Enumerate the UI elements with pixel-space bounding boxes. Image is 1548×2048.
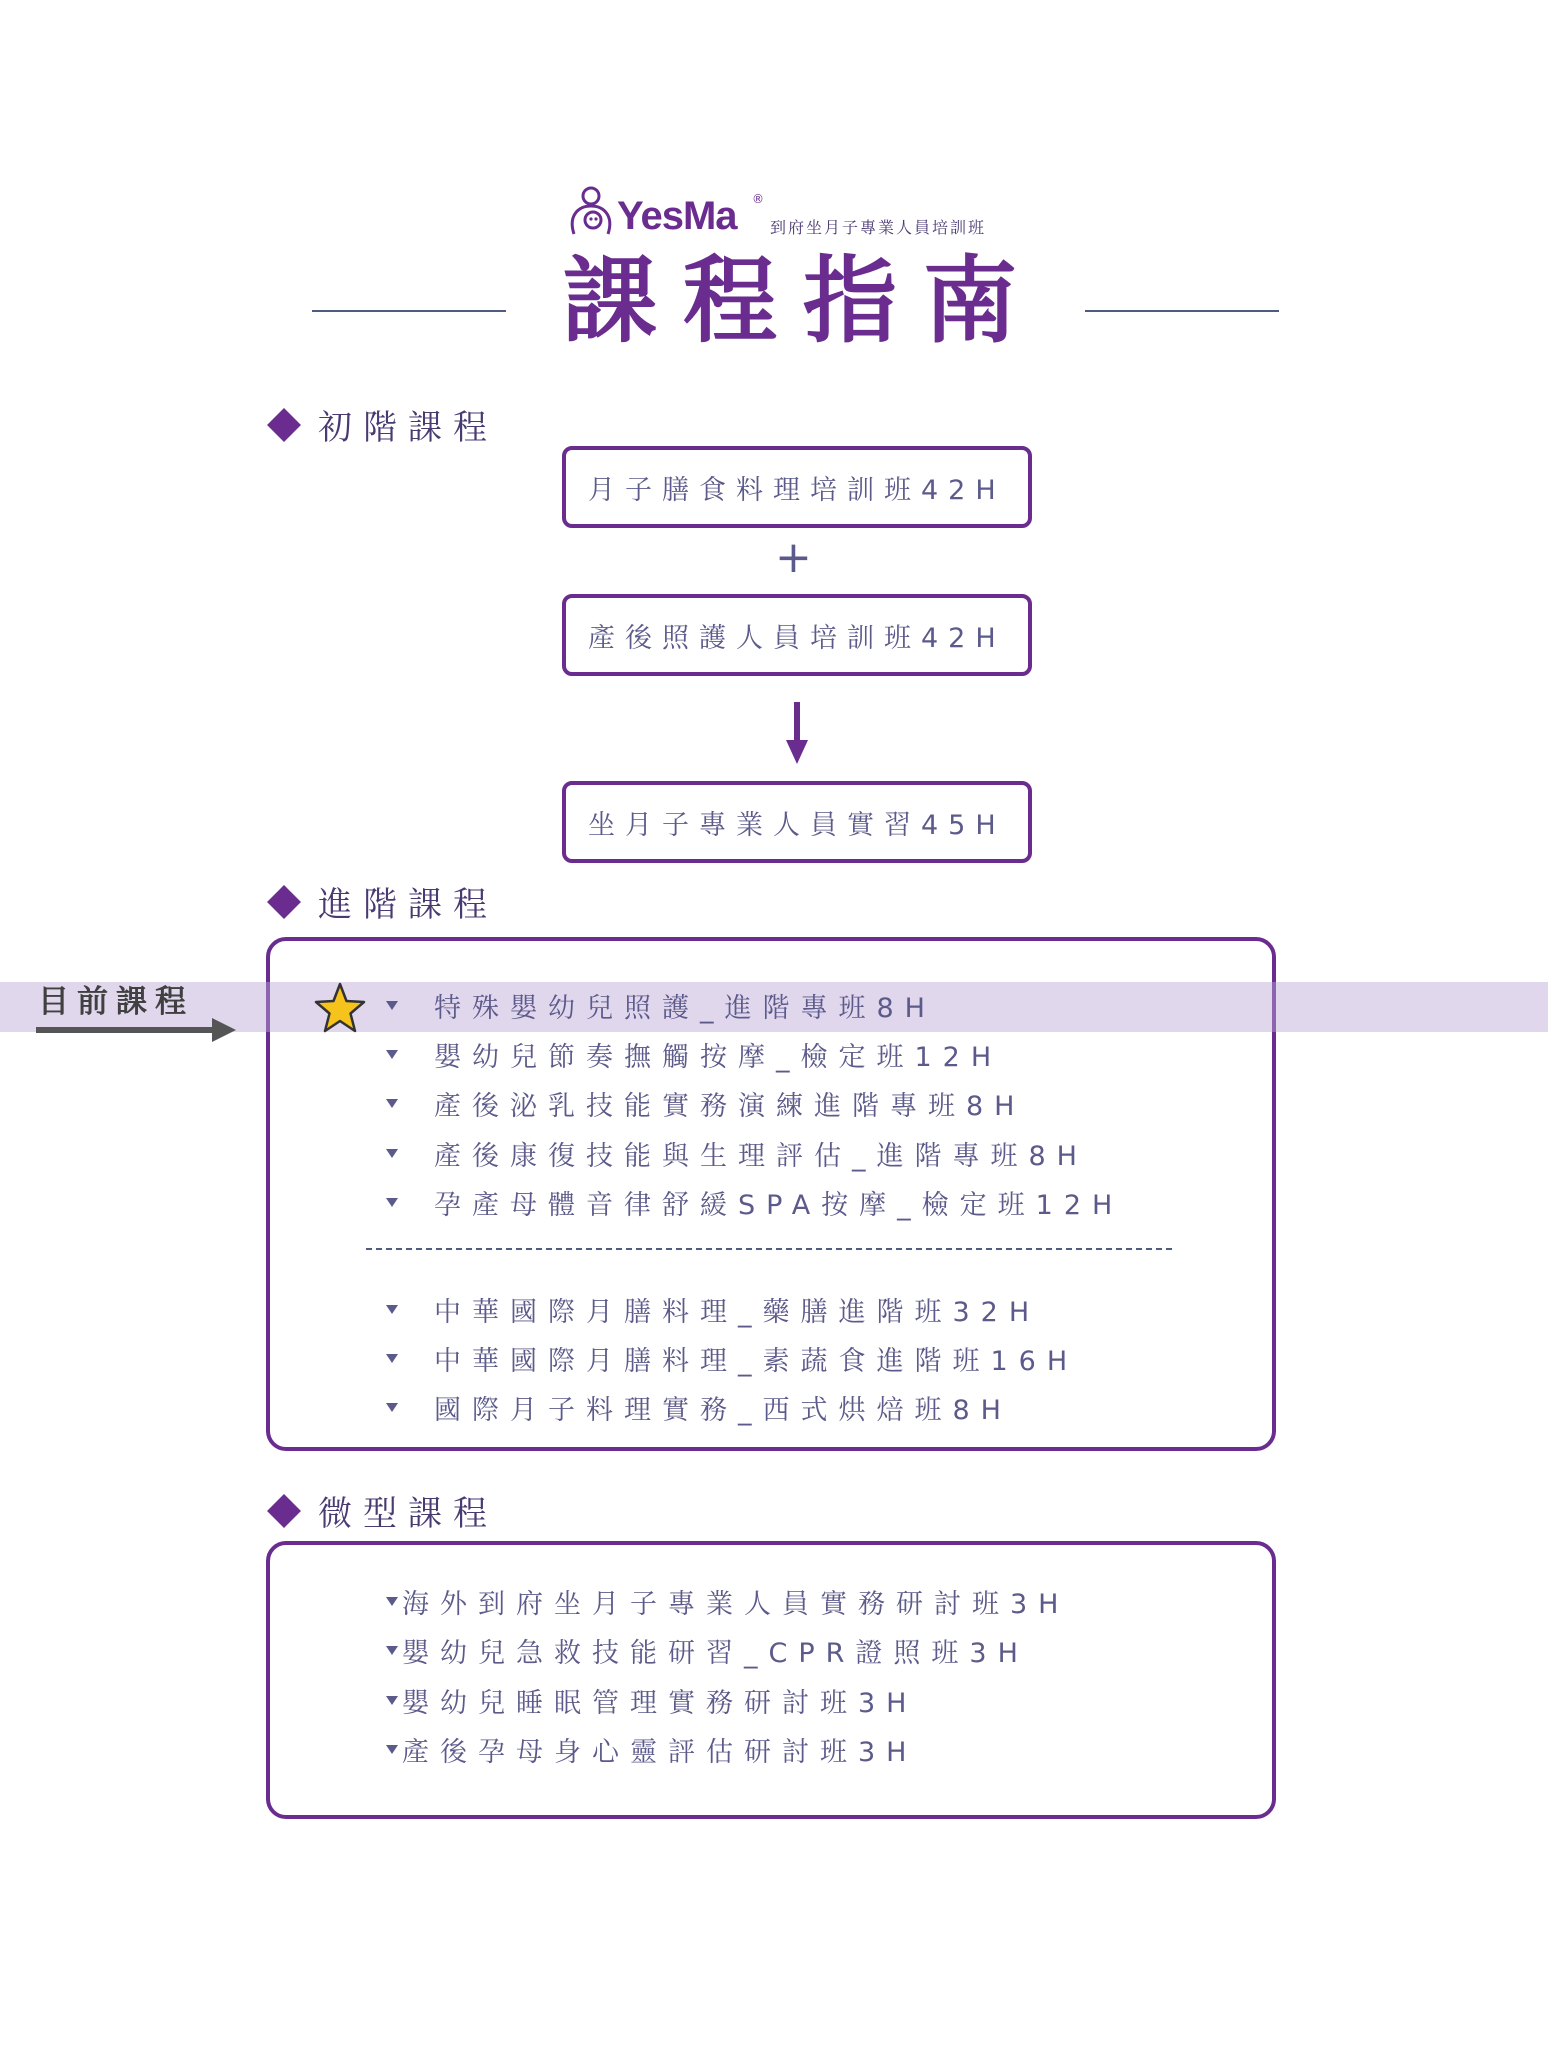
diamond-bullet-icon bbox=[267, 885, 301, 919]
star-icon bbox=[312, 981, 368, 1037]
registered-mark: ® bbox=[752, 192, 764, 206]
diamond-bullet-icon bbox=[267, 408, 301, 442]
course-name: 嬰幼兒節奏撫觸按摩_檢定班12H bbox=[434, 1042, 1003, 1073]
section-heading-label: 微型課程 bbox=[318, 1494, 498, 1534]
course-name: 海外到府坐月子專業人員實務研討班3H bbox=[402, 1589, 1070, 1620]
triangle-bullet-icon bbox=[386, 1745, 398, 1754]
section-heading-label: 初階課程 bbox=[318, 408, 498, 448]
course-label: 坐月子專業人員實習45H bbox=[588, 809, 1006, 841]
course-name: 產後康復技能與生理評估_進階專班8H bbox=[434, 1141, 1088, 1172]
course-name: 嬰幼兒急救技能研習_CPR證照班3H bbox=[402, 1638, 1029, 1669]
course-name: 中華國際月膳料理_藥膳進階班32H bbox=[434, 1297, 1041, 1328]
triangle-bullet-icon bbox=[386, 1149, 398, 1158]
triangle-bullet-icon bbox=[386, 1099, 398, 1108]
triangle-bullet-icon bbox=[386, 1001, 398, 1010]
list-item bbox=[386, 1183, 1123, 1222]
list-item bbox=[386, 1339, 1078, 1378]
list-item bbox=[386, 1084, 1025, 1123]
list-item bbox=[386, 1290, 1040, 1329]
course-name: 產後孕母身心靈評估研討班3H bbox=[402, 1737, 918, 1768]
course-name: 產後泌乳技能實務演練進階專班8H bbox=[434, 1091, 1026, 1122]
current-course-label: 目前課程 bbox=[38, 984, 194, 1020]
title-rule-right bbox=[1085, 310, 1279, 312]
dashed-divider bbox=[366, 1248, 1172, 1250]
course-name: 孕產母體音律舒緩SPA按摩_檢定班12H bbox=[434, 1190, 1124, 1221]
page-title: 課程指南 bbox=[563, 247, 1044, 356]
plus-sign: + bbox=[775, 532, 812, 583]
list-item bbox=[386, 1134, 1088, 1173]
section-heading-basic bbox=[268, 400, 498, 449]
triangle-bullet-icon bbox=[386, 1050, 398, 1059]
triangle-bullet-icon bbox=[386, 1646, 398, 1655]
right-arrow-icon bbox=[36, 1018, 236, 1042]
yesma-logo-icon bbox=[566, 182, 616, 240]
triangle-bullet-icon bbox=[386, 1198, 398, 1207]
title-rule-left bbox=[312, 310, 506, 312]
brand-name: YesMa bbox=[617, 194, 737, 238]
down-arrow-icon bbox=[786, 702, 808, 764]
triangle-bullet-icon bbox=[386, 1403, 398, 1412]
course-name: 國際月子料理實務_西式烘焙班8H bbox=[434, 1395, 1012, 1426]
triangle-bullet-icon bbox=[386, 1696, 398, 1705]
course-label: 月子膳食料理培訓班42H bbox=[588, 474, 1006, 506]
page-subtitle: 到府坐月子專業人員培訓班 bbox=[770, 218, 987, 237]
course-name: 嬰幼兒睡眠管理實務研討班3H bbox=[402, 1688, 918, 1719]
section-heading-label: 進階課程 bbox=[318, 885, 498, 925]
list-item bbox=[386, 1631, 1029, 1670]
section-heading-advanced bbox=[268, 877, 498, 926]
triangle-bullet-icon bbox=[386, 1354, 398, 1363]
list-item bbox=[386, 1388, 1012, 1427]
diamond-bullet-icon bbox=[267, 1494, 301, 1528]
list-item bbox=[386, 1582, 1069, 1621]
list-item bbox=[386, 986, 936, 1025]
triangle-bullet-icon bbox=[386, 1305, 398, 1314]
list-item bbox=[386, 1730, 917, 1769]
course-box-internship bbox=[562, 781, 1032, 863]
course-label: 產後照護人員培訓班42H bbox=[588, 622, 1006, 654]
course-box-meal bbox=[562, 446, 1032, 528]
list-item bbox=[386, 1035, 1002, 1074]
course-box-postpartum-care bbox=[562, 594, 1032, 676]
course-name: 中華國際月膳料理_素蔬食進階班16H bbox=[434, 1346, 1079, 1377]
course-name: 特殊嬰幼兒照護_進階專班8H bbox=[434, 993, 936, 1024]
triangle-bullet-icon bbox=[386, 1597, 398, 1606]
list-item bbox=[386, 1681, 917, 1720]
section-heading-micro bbox=[268, 1486, 498, 1535]
